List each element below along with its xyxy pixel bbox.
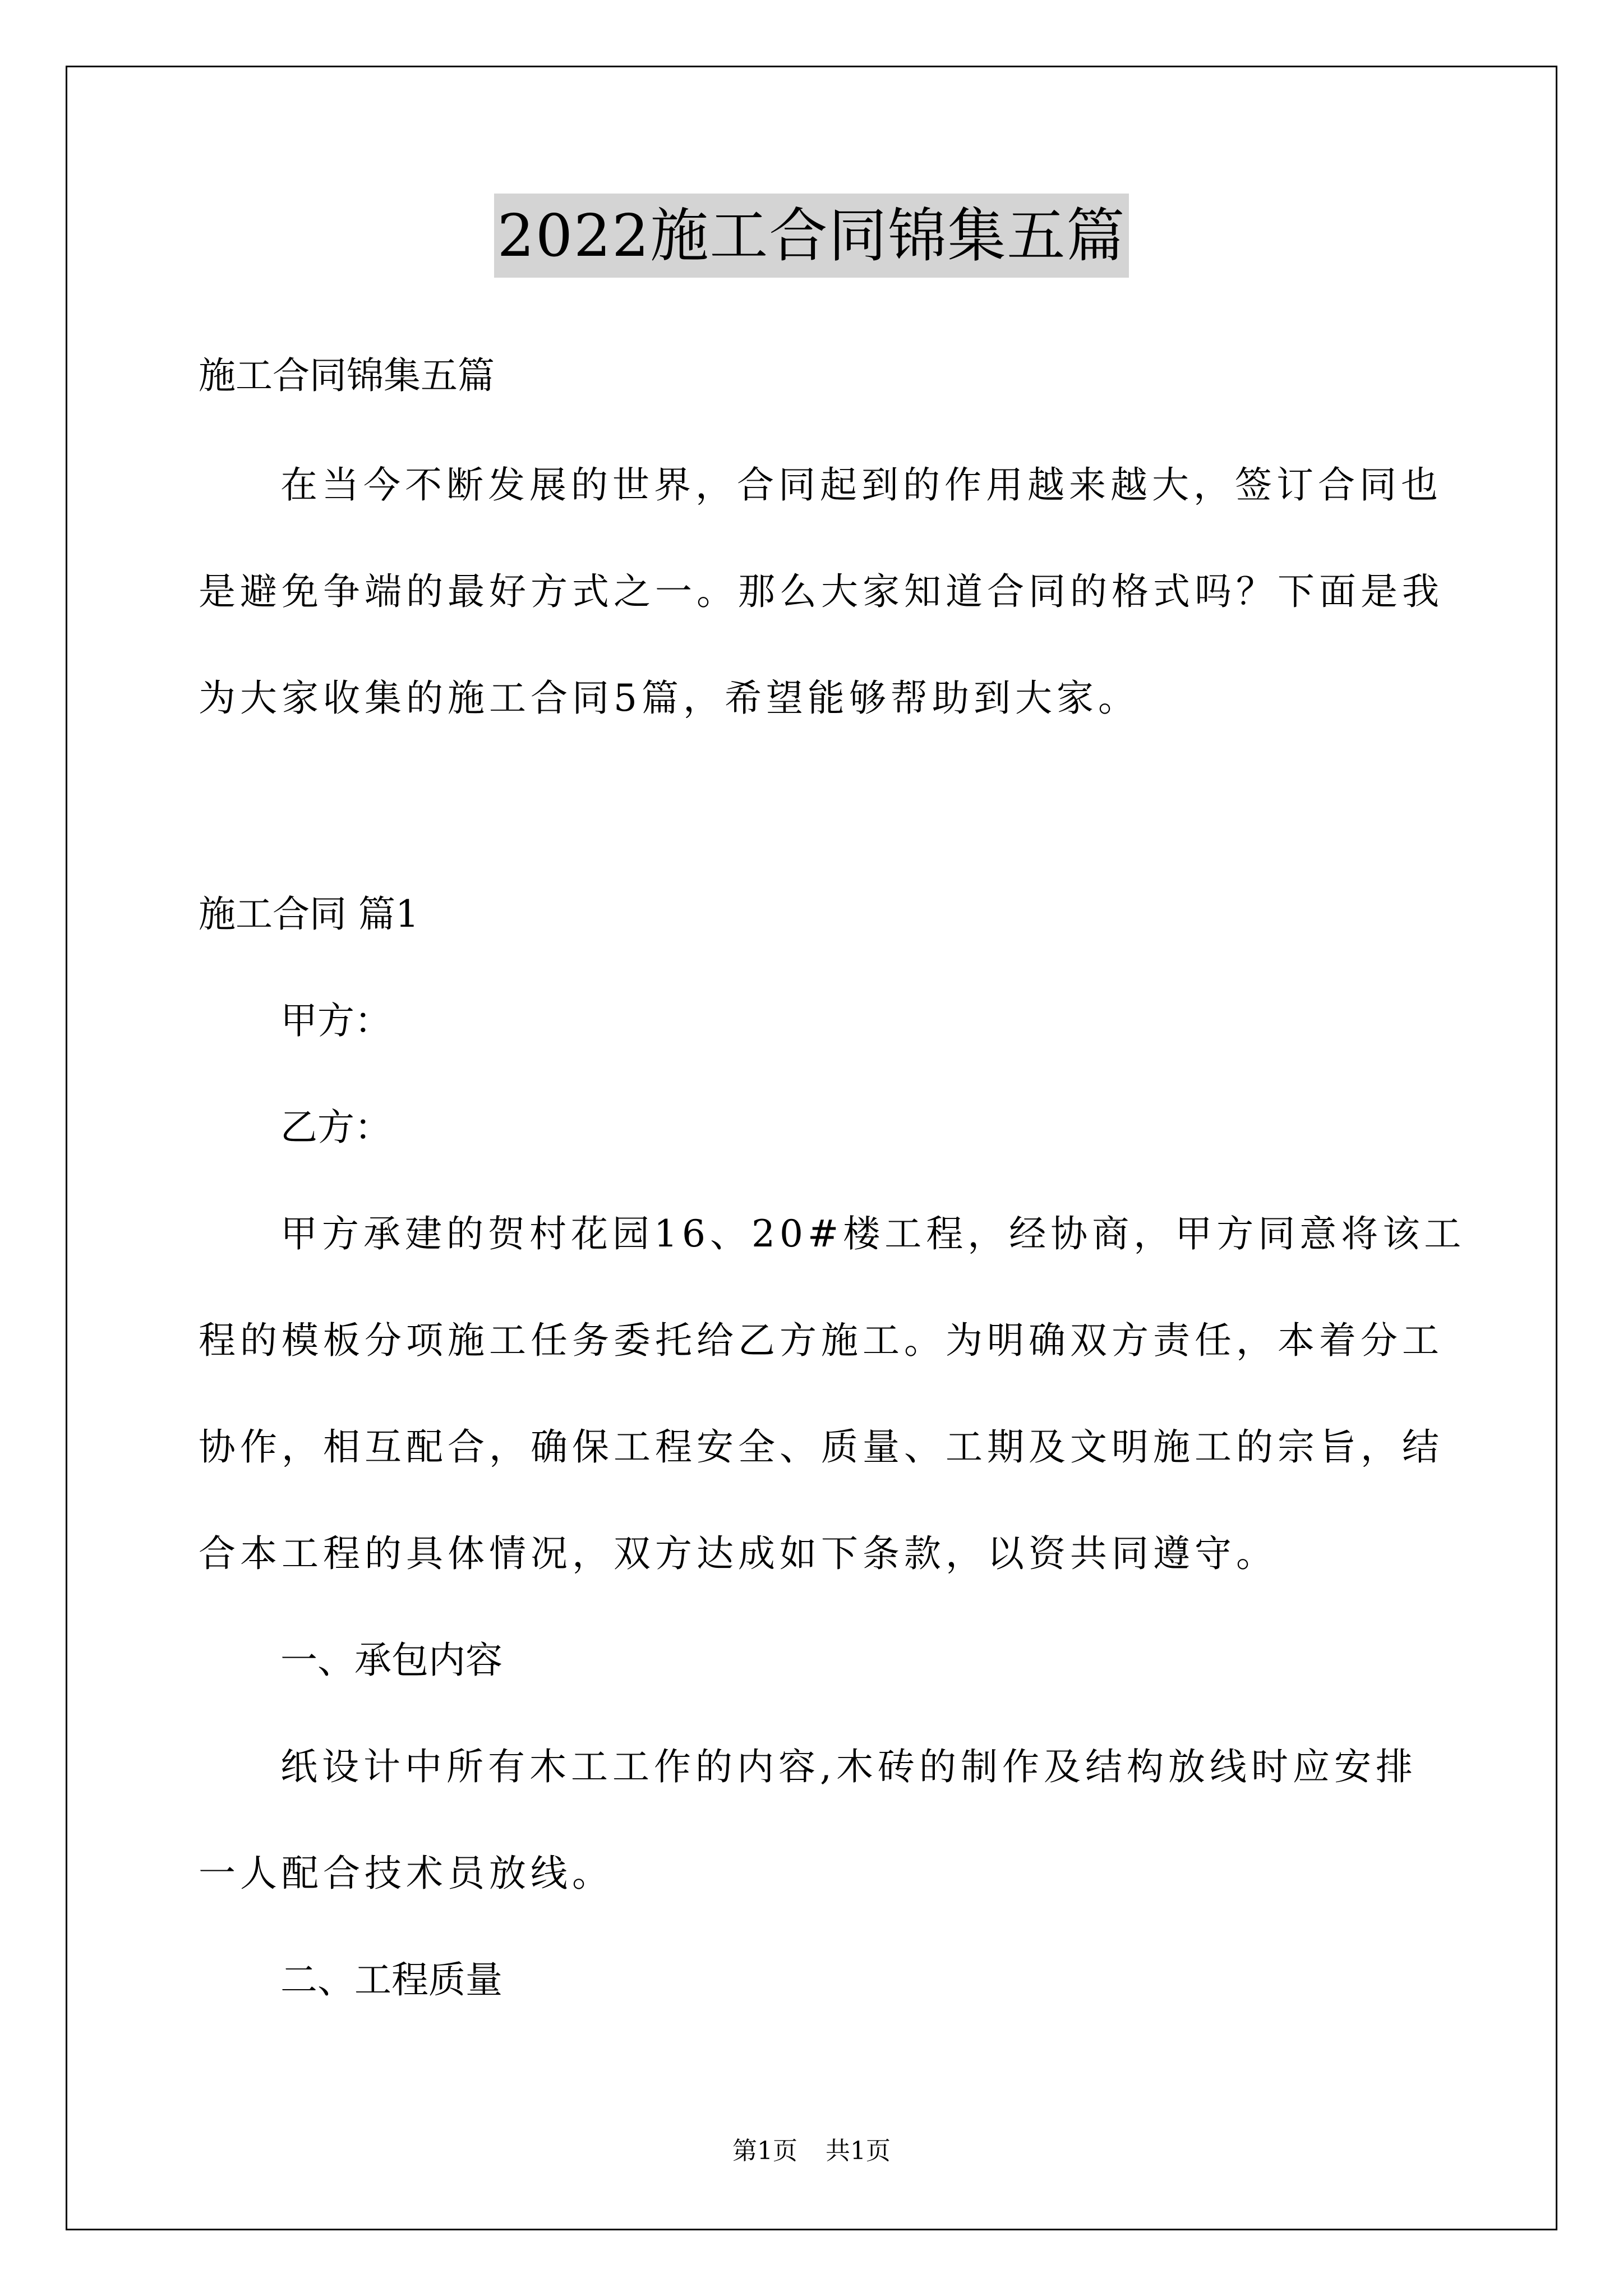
clause-1-line-2: 一人配合技术员放线。 — [199, 1852, 614, 1895]
clause-1-heading: 一、承包内容 — [280, 1639, 502, 1682]
title-block — [0, 194, 1623, 278]
page-footer — [0, 2134, 1623, 2168]
clause-2-heading: 二、工程质量 — [280, 1958, 502, 2001]
intro-line-2: 是避免争端的最好方式之一。那么大家知道合同的格式吗？下面是我 — [199, 570, 1444, 613]
clause-1-line-1: 纸设计中所有木工工作的内容,木砖的制作及结构放线时应安排 — [280, 1745, 1417, 1788]
body-line-4: 合本工程的具体情况，双方达成如下条款，以资共同遵守。 — [199, 1532, 1278, 1575]
party-a-label: 甲方： — [280, 999, 391, 1042]
body-line-3: 协作，相互配合，确保工程安全、质量、工期及文明施工的宗旨，结 — [199, 1425, 1444, 1469]
body-line-2: 程的模板分项施工任务委托给乙方施工。为明确双方责任，本着分工 — [199, 1319, 1444, 1362]
document-title: 2022施工合同锦集五篇 — [494, 194, 1129, 278]
page-number-current: 第1页 — [732, 2137, 797, 2165]
party-b-label: 乙方： — [280, 1106, 391, 1149]
body-line-1: 甲方承建的贺村花园16、20#楼工程，经协商，甲方同意将该工 — [280, 1212, 1466, 1255]
intro-line-1: 在当今不断发展的世界，合同起到的作用越来越大，签订合同也 — [280, 463, 1442, 507]
document-subtitle: 施工合同锦集五篇 — [199, 354, 495, 397]
section-heading: 施工合同 篇1 — [199, 892, 419, 936]
page-number-total: 共1页 — [826, 2137, 891, 2165]
intro-line-3: 为大家收集的施工合同5篇，希望能够帮助到大家。 — [199, 677, 1140, 720]
